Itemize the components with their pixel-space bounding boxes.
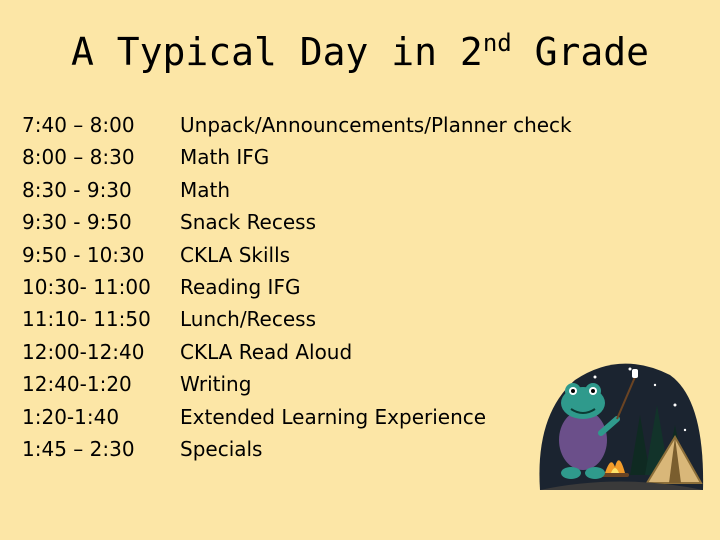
schedule-row — [22, 239, 622, 271]
schedule-row — [22, 109, 622, 141]
frog-camping-clipart-icon — [535, 355, 705, 495]
schedule-list — [22, 109, 622, 465]
schedule-activity: Extended Learning Experience — [180, 404, 487, 429]
schedule-row — [22, 174, 622, 206]
schedule-time: 8:30 - 9:30 — [22, 177, 132, 202]
schedule-row — [22, 141, 622, 173]
schedule-row — [22, 271, 622, 303]
schedule-activity: Lunch/Recess — [180, 307, 316, 332]
slide-title — [0, 30, 720, 74]
schedule-time: 8:00 – 8:30 — [22, 145, 135, 170]
schedule-time: 9:50 - 10:30 — [22, 242, 145, 267]
schedule-activity: Unpack/Announcements/Planner check — [180, 113, 572, 137]
schedule-activity: Math IFG — [180, 145, 270, 170]
schedule-row — [22, 303, 622, 335]
schedule-time: 1:45 – 2:30 — [22, 436, 135, 461]
schedule-time: 11:10- 11:50 — [22, 307, 151, 332]
schedule-activity: CKLA Skills — [180, 242, 291, 267]
schedule-time: 1:20-1:40 — [22, 404, 120, 429]
schedule-activity: Specials — [180, 436, 263, 461]
title-end: Grade — [511, 30, 649, 74]
schedule-time: 12:00-12:40 — [22, 339, 145, 364]
schedule-activity: Writing — [180, 372, 252, 397]
schedule-activity: CKLA Read Aloud — [180, 339, 353, 364]
schedule-row — [22, 206, 622, 238]
schedule-row — [22, 433, 622, 465]
title-superscript: nd — [482, 29, 512, 57]
schedule-time: 7:40 – 8:00 — [22, 113, 135, 137]
schedule-time: 10:30- 11:00 — [22, 274, 151, 299]
schedule-time: 9:30 - 9:50 — [22, 210, 132, 235]
schedule-row — [22, 336, 622, 368]
schedule-time: 12:40-1:20 — [22, 372, 132, 397]
schedule-activity: Reading IFG — [180, 274, 301, 299]
schedule-activity: Snack Recess — [180, 210, 317, 235]
schedule-activity: Math — [180, 177, 231, 202]
schedule-row — [22, 401, 622, 433]
schedule-row — [22, 368, 622, 400]
title-main: A Typical Day in 2 — [71, 30, 483, 74]
